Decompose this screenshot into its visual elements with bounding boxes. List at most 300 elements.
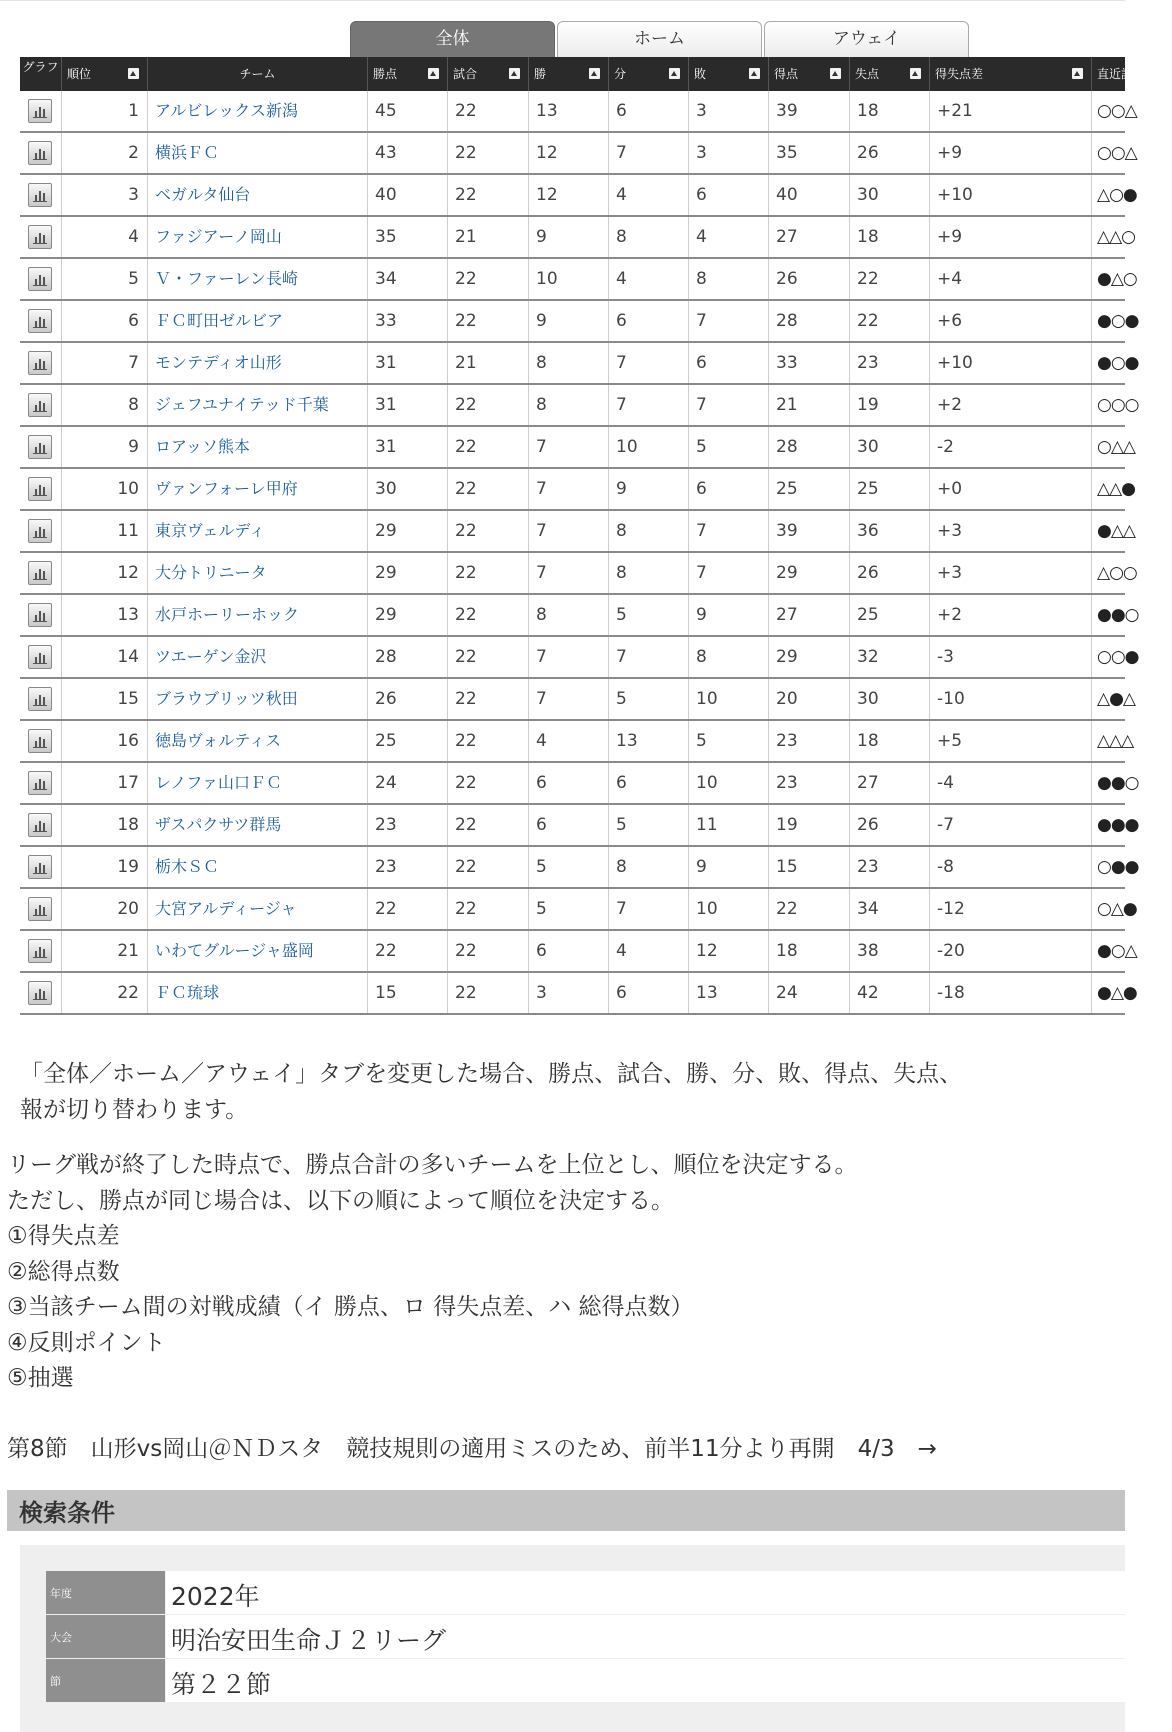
team-link[interactable]: 東京ヴェルディ [148,511,368,551]
graph-cell [20,553,62,593]
header-goal-diff[interactable] [930,57,1092,91]
played-cell: 22 [448,763,529,803]
header-recent: 直近試合 [1097,67,1146,81]
table-row [20,217,1135,259]
team-link[interactable]: 水戸ホーリーホック [148,595,368,635]
table-row [20,553,1137,595]
chart-icon[interactable] [28,351,52,375]
team-link[interactable]: いわてグルージャ盛岡 [148,931,368,971]
played-cell: 22 [448,805,529,845]
table-row [20,973,1137,1015]
search-conditions-header [7,1490,1125,1531]
chart-icon[interactable] [28,183,52,207]
header-played[interactable] [448,57,529,91]
condition-label: 大会 [46,1615,165,1658]
team-link[interactable]: ツエーゲン金沢 [148,637,368,677]
search-conditions-panel [20,1545,1125,1732]
rank-cell: 6 [62,301,148,341]
team-link[interactable]: ロアッソ熊本 [148,427,368,467]
drawn-cell: 5 [609,595,689,635]
played-cell: 22 [448,889,529,929]
team-link[interactable]: ＦＣ町田ゼルビア [148,301,368,341]
table-row [20,637,1139,679]
goal-diff-cell: +0 [930,469,1092,509]
drawn-cell: 13 [609,721,689,761]
goals-for-cell: 25 [769,469,850,509]
graph-cell [20,133,62,173]
recent-form-cell: ○○△ [1097,143,1137,163]
rank-cell: 18 [62,805,148,845]
played-cell: 22 [448,595,529,635]
goals-for-cell: 39 [769,91,850,131]
ranking-rules [7,1148,858,1397]
lost-cell: 11 [689,805,769,845]
table-row [20,301,1139,343]
points-cell: 30 [368,469,448,509]
goals-for-cell: 19 [769,805,850,845]
condition-matchday [46,1659,1125,1703]
goals-against-cell: 26 [850,805,930,845]
played-cell: 22 [448,637,529,677]
recent-form-cell: ●○● [1097,353,1139,373]
recent-form-cell: ●△● [1097,983,1137,1003]
goals-against-cell: 23 [850,343,930,383]
goals-against-cell: 30 [850,427,930,467]
played-cell: 22 [448,973,529,1013]
goal-diff-cell: +2 [930,595,1092,635]
recent-form-cell: △●△ [1097,689,1135,709]
recent-form-cell: ○○● [1097,647,1139,667]
graph-cell [20,847,62,887]
points-cell: 23 [368,847,448,887]
condition-year [46,1571,1125,1615]
won-cell: 5 [529,889,609,929]
graph-cell [20,763,62,803]
played-cell: 22 [448,259,529,299]
condition-value[interactable]: 2022年 [166,1571,1125,1614]
drawn-cell: 8 [609,847,689,887]
rank-cell: 17 [62,763,148,803]
goals-against-cell: 32 [850,637,930,677]
team-link[interactable]: 徳島ヴォルティス [148,721,368,761]
goal-diff-cell: -8 [930,847,1092,887]
chart-icon[interactable] [28,687,52,711]
sort-icon[interactable] [509,68,520,79]
rank-cell: 13 [62,595,148,635]
recent-form-cell: △○● [1097,185,1137,205]
goals-against-cell: 18 [850,217,930,257]
drawn-cell: 7 [609,385,689,425]
drawn-cell: 5 [609,679,689,719]
played-cell: 22 [448,301,529,341]
goal-diff-cell: -7 [930,805,1092,845]
sort-icon[interactable] [749,68,760,79]
rule-line: ただし、勝点が同じ場合は、以下の順によって順位を決定する。 [7,1187,674,1214]
goals-for-cell: 23 [769,763,850,803]
goals-against-cell: 26 [850,553,930,593]
won-cell: 8 [529,343,609,383]
played-cell: 21 [448,217,529,257]
lost-cell: 4 [689,217,769,257]
graph-cell [20,217,62,257]
goals-for-cell: 26 [769,259,850,299]
played-cell: 22 [448,91,529,131]
chart-icon[interactable] [28,99,52,123]
goal-diff-cell: +2 [930,385,1092,425]
rank-cell: 14 [62,637,148,677]
won-cell: 7 [529,679,609,719]
tab-away[interactable]: アウェイ [764,21,969,57]
lost-cell: 6 [689,175,769,215]
recent-form-cell: △○○ [1097,563,1137,583]
header-goals-for-label: 得点 [774,67,799,81]
drawn-cell: 6 [609,763,689,803]
sort-icon[interactable] [669,68,680,79]
points-cell: 26 [368,679,448,719]
team-link[interactable]: ヴァンフォーレ甲府 [148,469,368,509]
goals-for-cell: 18 [769,931,850,971]
recent-form-cell: △△○ [1097,227,1135,247]
lost-cell: 7 [689,511,769,551]
rank-cell: 8 [62,385,148,425]
lost-cell: 5 [689,427,769,467]
won-cell: 12 [529,175,609,215]
drawn-cell: 7 [609,343,689,383]
team-link[interactable]: ブラウブリッツ秋田 [148,679,368,719]
graph-cell [20,343,62,383]
sort-icon[interactable] [830,68,841,79]
rule-line: ⑤抽選 [7,1365,74,1391]
header-team: チーム [148,57,368,91]
header-played-label: 試合 [453,67,478,81]
graph-cell [20,931,62,971]
points-cell: 29 [368,595,448,635]
drawn-cell: 7 [609,133,689,173]
header-goals-against[interactable] [850,57,930,91]
points-cell: 29 [368,511,448,551]
rank-cell: 19 [62,847,148,887]
chart-icon[interactable] [28,225,52,249]
goals-against-cell: 36 [850,511,930,551]
sort-icon[interactable] [589,68,600,79]
goals-for-cell: 15 [769,847,850,887]
lost-cell: 6 [689,469,769,509]
graph-cell [20,679,62,719]
played-cell: 21 [448,343,529,383]
recent-form-cell: ○△△ [1097,437,1135,457]
played-cell: 22 [448,175,529,215]
table-row [20,175,1137,217]
table-row [20,889,1137,931]
goals-against-cell: 34 [850,889,930,929]
recent-form-cell: ●●○ [1097,605,1139,625]
points-cell: 33 [368,301,448,341]
goals-against-cell: 22 [850,301,930,341]
table-row [20,427,1135,469]
team-link[interactable]: 大分トリニータ [148,553,368,593]
drawn-cell: 8 [609,511,689,551]
goals-for-cell: 20 [769,679,850,719]
graph-cell [20,973,62,1013]
tab-note-line2: 報が切り替わります。 [20,1097,249,1123]
header-rank[interactable] [62,57,148,91]
rule-line: リーグ戦が終了した時点で、勝点合計の多いチームを上位とし、順位を決定する。 [7,1152,858,1178]
table-row [20,259,1137,301]
chart-icon[interactable] [28,855,52,879]
team-link[interactable]: ザスパクサツ群馬 [148,805,368,845]
team-link[interactable]: 栃木ＳＣ [148,847,368,887]
chart-icon[interactable] [28,561,52,585]
chart-icon[interactable] [28,939,52,963]
goal-diff-cell: -18 [930,973,1092,1013]
header-rank-label: 順位 [67,67,92,81]
won-cell: 8 [529,385,609,425]
chart-icon[interactable] [28,267,52,291]
goal-diff-cell: -12 [930,889,1092,929]
chart-icon[interactable] [28,435,52,459]
goal-diff-cell: +6 [930,301,1092,341]
won-cell: 4 [529,721,609,761]
header-goals-for[interactable] [769,57,850,91]
goals-for-cell: 35 [769,133,850,173]
lost-cell: 8 [689,637,769,677]
drawn-cell: 4 [609,259,689,299]
sort-icon[interactable] [428,68,439,79]
won-cell: 9 [529,301,609,341]
condition-label: 年度 [46,1571,165,1614]
goals-against-cell: 30 [850,175,930,215]
recent-form-cell: ○○△ [1097,101,1137,121]
rank-cell: 2 [62,133,148,173]
table-header [20,57,1146,91]
goals-against-cell: 23 [850,847,930,887]
recent-form-cell: ●△○ [1097,269,1137,289]
goal-diff-cell: +3 [930,553,1092,593]
sort-icon[interactable] [910,68,921,79]
won-cell: 7 [529,469,609,509]
table-row [20,805,1139,847]
drawn-cell: 10 [609,427,689,467]
points-cell: 31 [368,343,448,383]
goals-for-cell: 29 [769,553,850,593]
won-cell: 10 [529,259,609,299]
goals-against-cell: 25 [850,469,930,509]
points-cell: 22 [368,889,448,929]
header-graph: グラフ [20,57,62,91]
won-cell: 6 [529,931,609,971]
recent-form-cell: ○○○ [1097,395,1139,415]
rank-cell: 3 [62,175,148,215]
lost-cell: 3 [689,91,769,131]
rank-cell: 4 [62,217,148,257]
chart-icon[interactable] [28,519,52,543]
condition-value[interactable]: 明治安田生命Ｊ２リーグ [166,1615,1125,1658]
drawn-cell: 4 [609,175,689,215]
goal-diff-cell: +10 [930,343,1092,383]
points-cell: 25 [368,721,448,761]
won-cell: 13 [529,91,609,131]
goals-for-cell: 27 [769,595,850,635]
recent-form-cell: ●●○ [1097,773,1139,793]
lost-cell: 12 [689,931,769,971]
played-cell: 22 [448,847,529,887]
goals-for-cell: 40 [769,175,850,215]
team-link[interactable]: ＦＣ琉球 [148,973,368,1013]
rank-cell: 21 [62,931,148,971]
drawn-cell: 7 [609,889,689,929]
tab-note-line1: 「全体／ホーム／アウェイ」タブを変更した場合、勝点、試合、勝、分、敗、得点、失点、 [20,1061,963,1087]
rank-cell: 10 [62,469,148,509]
played-cell: 22 [448,721,529,761]
lost-cell: 5 [689,721,769,761]
drawn-cell: 6 [609,973,689,1013]
won-cell: 12 [529,133,609,173]
graph-cell [20,385,62,425]
condition-value[interactable]: 第２２節 [166,1659,1125,1702]
rank-cell: 12 [62,553,148,593]
chart-icon[interactable] [28,603,52,627]
graph-cell [20,721,62,761]
sort-icon[interactable] [1072,68,1083,79]
recent-form-cell: ○△● [1097,899,1137,919]
rank-cell: 7 [62,343,148,383]
header-drawn[interactable] [609,57,689,91]
team-link[interactable]: 横浜ＦＣ [148,133,368,173]
goal-diff-cell: -2 [930,427,1092,467]
drawn-cell: 8 [609,217,689,257]
team-link[interactable]: 大宮アルディージャ [148,889,368,929]
drawn-cell: 8 [609,553,689,593]
table-row [20,931,1137,973]
header-drawn-label: 分 [614,67,627,81]
rank-cell: 22 [62,973,148,1013]
team-link[interactable]: ジェフユナイテッド千葉 [148,385,368,425]
table-row [20,595,1139,637]
drawn-cell: 5 [609,805,689,845]
won-cell: 5 [529,847,609,887]
chart-icon[interactable] [28,393,52,417]
goals-for-cell: 29 [769,637,850,677]
won-cell: 7 [529,511,609,551]
goals-for-cell: 39 [769,511,850,551]
header-lost[interactable] [689,57,769,91]
tab-home[interactable]: ホーム [557,21,762,57]
chart-icon[interactable] [28,771,52,795]
table-row [20,679,1135,721]
top-divider [0,0,1125,1]
won-cell: 6 [529,805,609,845]
chart-icon[interactable] [28,813,52,837]
header-points[interactable] [368,57,448,91]
goals-against-cell: 18 [850,721,930,761]
team-link[interactable]: モンテディオ山形 [148,343,368,383]
points-cell: 22 [368,931,448,971]
news-link[interactable]: 第8節 山形vs岡山＠ＮＤスタ 競技規則の適用ミスのため、前半11分より再開 4/3 → [7,1436,937,1462]
recent-form-cell: △△● [1097,479,1135,499]
team-link[interactable]: Ｖ・ファーレン長崎 [148,259,368,299]
rank-cell: 16 [62,721,148,761]
tab-overall[interactable]: 全体 [350,21,555,57]
lost-cell: 10 [689,763,769,803]
points-cell: 40 [368,175,448,215]
points-cell: 24 [368,763,448,803]
team-link[interactable]: ベガルタ仙台 [148,175,368,215]
rank-cell: 9 [62,427,148,467]
chart-icon[interactable] [28,309,52,333]
lost-cell: 8 [689,259,769,299]
team-link[interactable]: レノファ山口ＦＣ [148,763,368,803]
played-cell: 22 [448,679,529,719]
played-cell: 22 [448,427,529,467]
chart-icon[interactable] [28,477,52,501]
drawn-cell: 4 [609,931,689,971]
won-cell: 3 [529,973,609,1013]
rank-cell: 5 [62,259,148,299]
table-row [20,385,1139,427]
points-cell: 34 [368,259,448,299]
graph-cell [20,301,62,341]
header-points-label: 勝点 [373,67,398,81]
header-goal-diff-label: 得失点差 [935,67,984,81]
chart-icon[interactable] [28,729,52,753]
drawn-cell: 9 [609,469,689,509]
goals-for-cell: 28 [769,301,850,341]
graph-cell [20,595,62,635]
graph-cell [20,805,62,845]
rule-line: ③当該チーム間の対戦成績（イ 勝点、ロ 得失点差、ハ 総得点数） [7,1294,694,1320]
header-won[interactable] [529,57,609,91]
goal-diff-cell: +4 [930,259,1092,299]
graph-cell [20,889,62,929]
lost-cell: 6 [689,343,769,383]
graph-cell [20,637,62,677]
goal-diff-cell: -3 [930,637,1092,677]
chart-icon[interactable] [28,645,52,669]
team-link[interactable]: アルビレックス新潟 [148,91,368,131]
graph-cell [20,91,62,131]
points-cell: 45 [368,91,448,131]
table-row [20,763,1139,805]
graph-cell [20,511,62,551]
goals-for-cell: 23 [769,721,850,761]
header-lost-label: 敗 [694,67,707,81]
team-link[interactable]: ファジアーノ岡山 [148,217,368,257]
points-cell: 28 [368,637,448,677]
table-row [20,91,1137,133]
chart-icon[interactable] [28,897,52,921]
won-cell: 8 [529,595,609,635]
rank-cell: 15 [62,679,148,719]
recent-form-cell: ●○△ [1097,941,1137,961]
drawn-cell: 6 [609,91,689,131]
played-cell: 22 [448,931,529,971]
rank-cell: 1 [62,91,148,131]
won-cell: 9 [529,217,609,257]
table-row [20,343,1139,385]
played-cell: 22 [448,511,529,551]
lost-cell: 13 [689,973,769,1013]
chart-icon[interactable] [28,981,52,1005]
lost-cell: 9 [689,595,769,635]
chart-icon[interactable] [28,141,52,165]
graph-cell [20,469,62,509]
lost-cell: 7 [689,301,769,341]
goal-diff-cell: -4 [930,763,1092,803]
goal-diff-cell: +9 [930,133,1092,173]
table-row [20,721,1134,763]
rank-cell: 20 [62,889,148,929]
sort-icon[interactable] [128,68,139,79]
